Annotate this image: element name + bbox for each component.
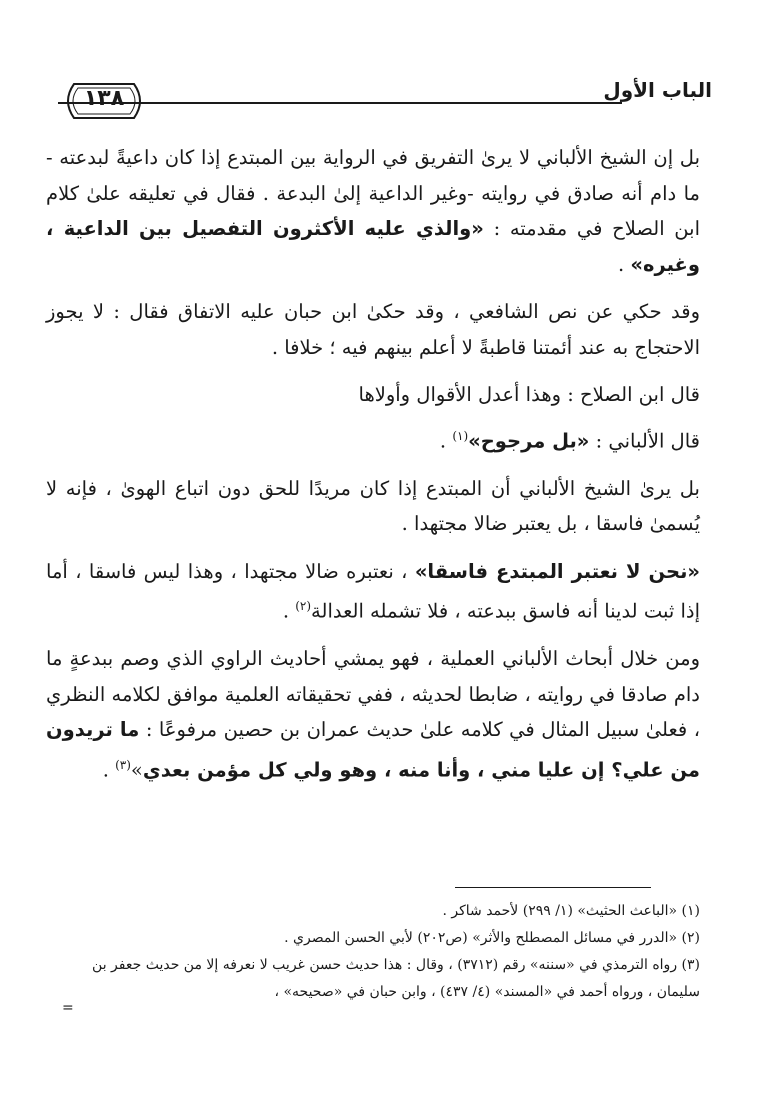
continuation-mark: = xyxy=(62,1000,74,1016)
paragraph-6-end: . xyxy=(282,599,296,623)
quote-marjouh: «بل مرجوح» xyxy=(468,429,590,452)
footnote-separator xyxy=(455,887,651,888)
footnote-2: (٢) «الدرر في مسائل المصطلح والأثر» (ص٢٠٢) لأبي الحسن المصري . xyxy=(284,930,700,946)
paragraph-2: وقد حكي عن نص الشافعي ، وقد حكىٰ ابن حبان عليه الاتفاق فقال : لا يجوز الاحتجاج به عند أئمتنا قاطبةً لا أعلم بينهم فيه ؛ خلافا . xyxy=(46,300,700,359)
chapter-title: الباب الأول xyxy=(603,78,712,102)
paragraph-7 xyxy=(46,641,700,788)
paragraph-4 xyxy=(46,419,700,459)
paragraph-5: بل يرىٰ الشيخ الألباني أن المبتدع إذا كان مريدًا للحق دون اتباع الهوىٰ ، فإنه لا يُسمىٰ فاسقا ، بل يعتبر ضالا مجتهدا . xyxy=(46,476,700,535)
quote-tafsil: «والذي عليه الأكثرون التفصيل بين الداعية ، وغيره» xyxy=(46,217,700,276)
paragraph-3: قال ابن الصلاح : وهذا أعدل الأقوال وأولاها xyxy=(358,383,700,406)
paragraph-4-lead: قال الألباني : xyxy=(589,429,700,452)
quote-fasiq: «نحن لا نعتبر المبتدع فاسقا» xyxy=(414,559,700,583)
paragraph-6-text: ، نعتبره ضالا مجتهدا ، وهذا ليس فاسقا ، أما إذا ثبت لدينا أنه فاسق ببدعته ، فلا تشمله العدالة xyxy=(46,559,700,623)
paragraph-1-end: . xyxy=(617,252,631,276)
footnote-ref-1[interactable]: (١) xyxy=(452,428,469,443)
footnote-1: (١) «الباعث الحثيث» (١/ ٢٩٩) لأحمد شاكر . xyxy=(442,903,700,919)
page-number-frame xyxy=(60,82,148,120)
page-number: ١٣٨ xyxy=(83,86,125,111)
footnote-3: (٣) رواه الترمذي في «سننه» رقم (٣٧١٢) ، وقال : هذا حديث حسن غريب لا نعرفه إلا من حديث جعفر بن سليمان ، ورواه أحمد في «المسند» (٤/ ٤٣٧) ، وابن حبان في «صحيحه» ، xyxy=(92,957,700,1000)
paragraph-6 xyxy=(46,554,700,630)
paragraph-1 xyxy=(46,140,700,282)
page-header xyxy=(58,76,712,120)
footnotes xyxy=(46,898,700,1006)
paragraph-4-end: . xyxy=(439,429,453,452)
footnote-ref-3[interactable]: (٣) xyxy=(115,757,131,772)
paragraph-7-text: ومن خلال أبحاث الألباني العملية ، فهو يمشي أحاديث الراوي الذي وصم ببدعةٍ ما دام صادقا في روايته ، ضابطا لحديثه ، ففي تحقيقاته العلمية موافق لكلامه النظري ، فعلىٰ سبيل المثال في كلامه علىٰ حديث عمران بن حصين مرفوعًا : xyxy=(46,647,700,741)
paragraph-1-text: بل إن الشيخ الألباني لا يرىٰ التفريق في الرواية بين المبتدع إذا كان داعيةً لبدعته - ما دام أنه صادق في روايته -وغير الداعية إلىٰ البدعة . فقال في تعليقه علىٰ كلام ابن الصلاح في مقدمته : xyxy=(46,146,700,240)
paragraph-7-close-quote: » xyxy=(130,758,143,781)
paragraph-7-end: . xyxy=(102,758,116,781)
page-body xyxy=(46,140,700,800)
quote-hadith: ما تريدون من علي؟ إن عليا مني ، وأنا منه ، وهو ولي كل مؤمن بعدي xyxy=(46,718,700,781)
footnote-ref-2[interactable]: (٢) xyxy=(295,599,312,613)
